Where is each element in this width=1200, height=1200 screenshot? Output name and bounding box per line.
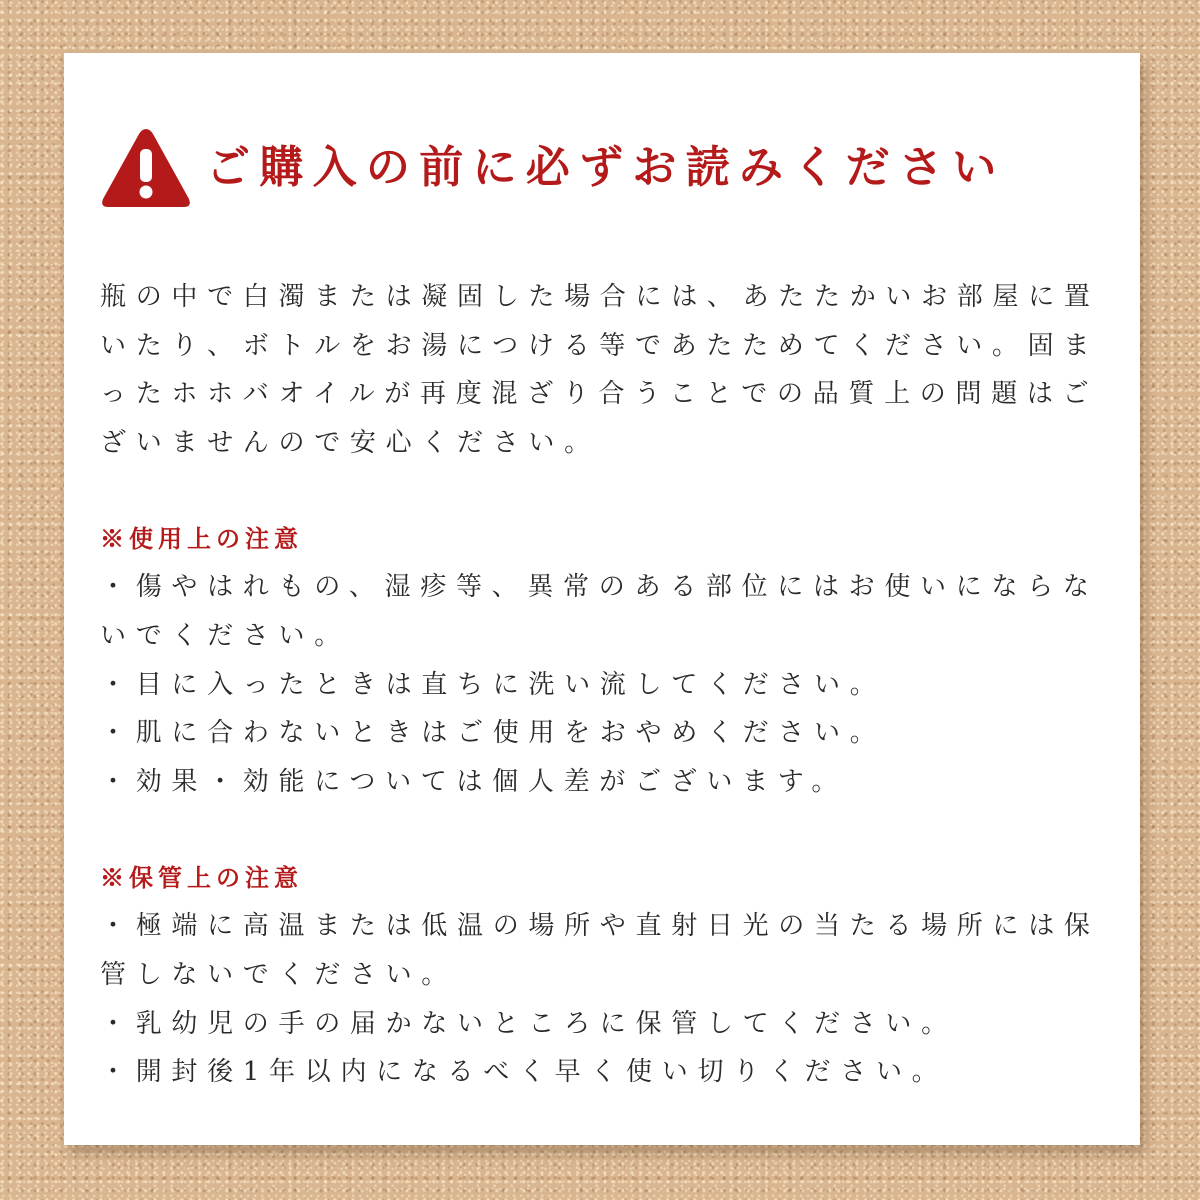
usage-section (100, 515, 1110, 806)
storage-section (100, 854, 1110, 1096)
usage-item: ・目に入ったときは直ちに洗い流してください。 (100, 669, 886, 700)
usage-item: ・肌に合わないときはご使用をおやめください。 (100, 718, 886, 749)
notice-header (100, 125, 1110, 211)
notice-card (64, 53, 1140, 1145)
intro-paragraph: 瓶の中で白濁または凝固した場合には、あたたかいお部屋に置いたり、ボトルをお湯につける等であたためてください。固まったホホバオイルが再度混ざり合うことでの品質上の問題はございませんので安心ください。 (100, 282, 1100, 458)
page-title: ご購入の前に必ずお読みください (206, 142, 1006, 193)
storage-section-title: ※保管上の注意 (100, 863, 303, 893)
usage-item: ・傷やはれもの、湿疹等、異常のある部位にはお使いにならないでください。 (100, 572, 1099, 651)
storage-item: ・極端に高温または低温の場所や直射日光の当たる場所には保管しないでください。 (100, 911, 1100, 990)
storage-item: ・開封後1年以内になるべく早く使い切りください。 (100, 1057, 948, 1088)
usage-section-title: ※使用上の注意 (100, 524, 303, 554)
usage-item: ・効果・効能については個人差がございます。 (100, 766, 848, 797)
notice-content (100, 273, 1110, 1097)
storage-item: ・乳幼児の手の届かないところに保管してください。 (100, 1008, 957, 1039)
warning-triangle-icon (100, 125, 192, 211)
